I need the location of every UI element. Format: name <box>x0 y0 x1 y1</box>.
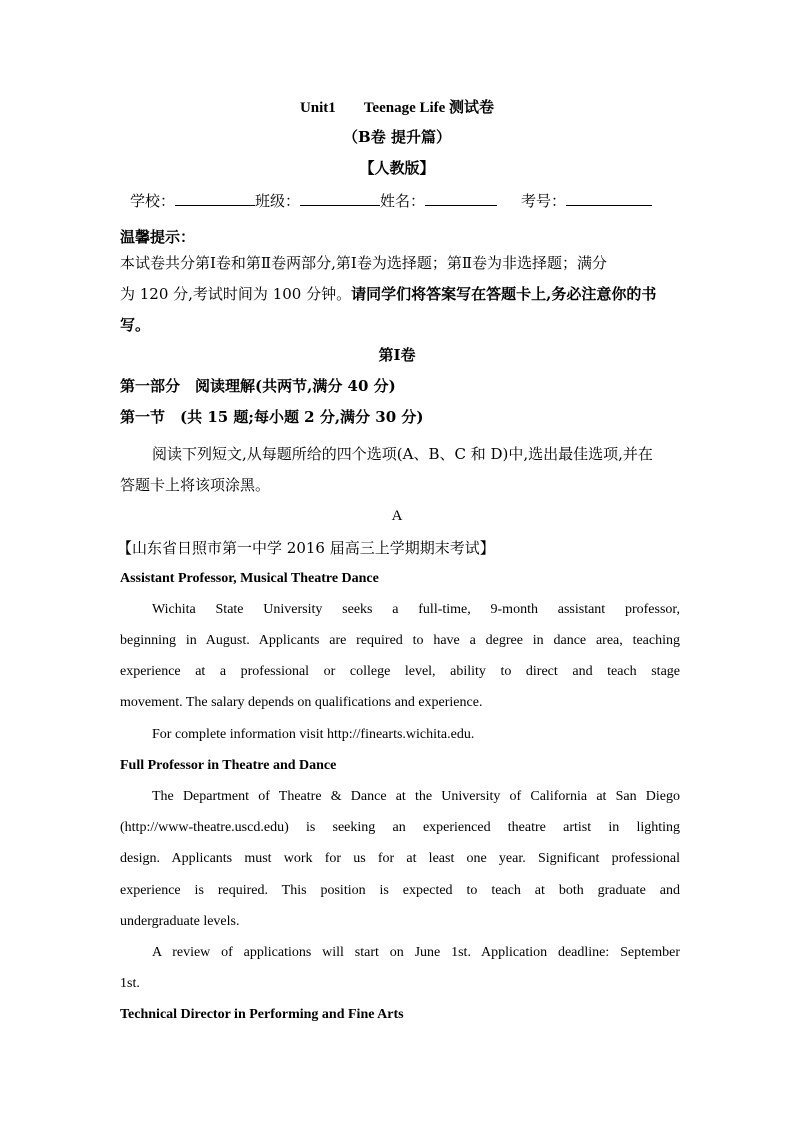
school-blank[interactable] <box>175 191 255 206</box>
name-blank[interactable] <box>425 191 497 206</box>
notice-line2-normal: 为 120 分,考试时间为 100 分钟。 <box>120 285 352 303</box>
ad1-line5: For complete information visit http://finearts.wichita.edu. <box>152 727 475 742</box>
id-label: 考号： <box>521 192 567 210</box>
passage-source: 【山东省日照市第一中学 2016 届高三上学期期末考试】 <box>117 539 495 557</box>
ad2-line6: A review of applications will start on June 1st. Application deadline: September <box>152 945 680 960</box>
ad1-line1: Wichita State University seeks a full-time, 9-month assistant professor, <box>152 602 680 617</box>
id-blank[interactable] <box>566 191 652 206</box>
notice-line3: 写。 <box>120 316 151 334</box>
ad2-line4: experience is required. This position is expected to teach at both graduate and <box>120 883 680 898</box>
ad2-line1: The Department of Theatre & Dance at the University of California at San Diego <box>152 789 680 804</box>
ad1-title: Assistant Professor, Musical Theatre Dance <box>120 571 379 586</box>
instruction-line1: 阅读下列短文,从每题所给的四个选项(A、B、C 和 D)中,选出最佳选项,并在 <box>152 445 653 463</box>
notice-line1: 本试卷共分第Ⅰ卷和第Ⅱ卷两部分,第Ⅰ卷为选择题；第Ⅱ卷为非选择题；满分 <box>120 254 608 272</box>
school-label: 学校： <box>130 192 176 210</box>
subsection-heading: 第一节 (共 15 题;每小题 2 分,满分 30 分) <box>120 408 424 426</box>
class-label: 班级： <box>255 192 301 210</box>
passage-letter: A <box>391 508 403 524</box>
ad1-line4: movement. The salary depends on qualifications and experience. <box>120 695 483 710</box>
instruction-line2: 答题卡上将该项涂黑。 <box>120 476 271 494</box>
title-rest: Teenage Life 测试卷 <box>363 100 495 116</box>
student-info-row <box>130 190 690 211</box>
exam-title <box>0 96 794 117</box>
edition-label: 【人教版】 <box>359 159 435 177</box>
class-blank[interactable] <box>300 191 380 206</box>
notice-line2 <box>120 279 680 310</box>
notice-line2-bold: 请同学们将答案写在答题卡上,务必注意你的书 <box>351 285 657 303</box>
part-heading: 第一部分 阅读理解(共两节,满分 40 分) <box>120 377 396 395</box>
ad2-line2: (http://www-theatre.uscd.edu) is seeking an experienced theatre artist in lighting <box>120 820 680 835</box>
ad2-line5: undergraduate levels. <box>120 914 240 929</box>
ad2-title: Full Professor in Theatre and Dance <box>120 758 337 773</box>
volume-heading: 第Ⅰ卷 <box>378 346 416 364</box>
notice-heading: 温馨提示： <box>120 228 196 246</box>
exam-subtitle: （B卷 提升篇） <box>343 128 451 146</box>
ad2-line7: 1st. <box>120 976 140 991</box>
title-unit: Unit1 <box>299 100 336 116</box>
ad3-title: Technical Director in Performing and Fine Arts <box>120 1007 404 1022</box>
ad1-line2: beginning in August. Applicants are required to have a degree in dance area, teaching <box>120 633 680 648</box>
ad1-line3: experience at a professional or college level, ability to direct and teach stage <box>120 664 680 679</box>
ad2-line3: design. Applicants must work for us for at least one year. Significant professional <box>120 851 680 866</box>
name-label: 姓名： <box>380 192 426 210</box>
